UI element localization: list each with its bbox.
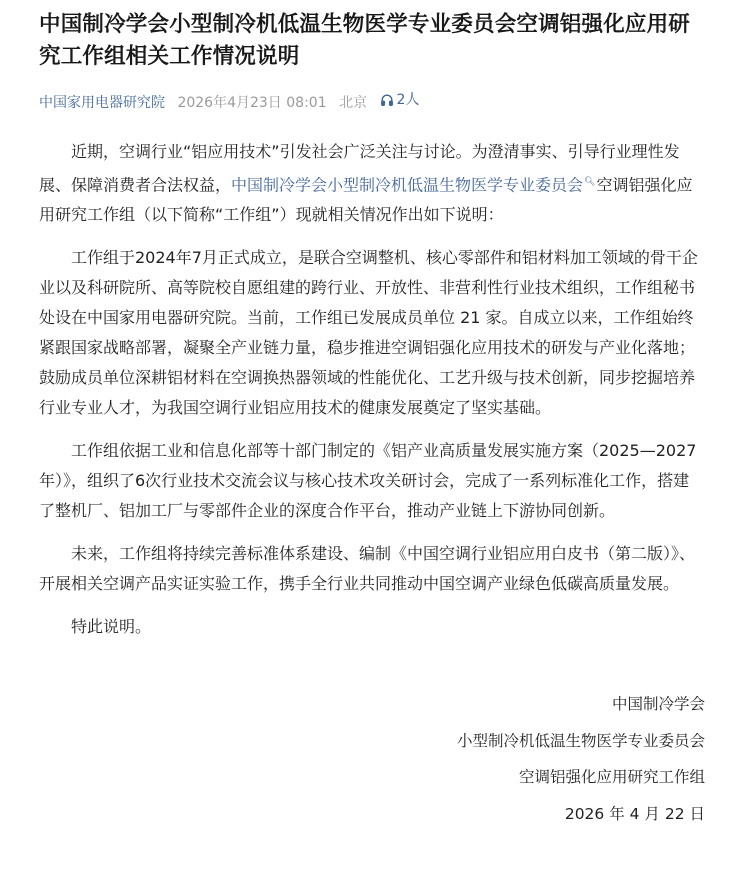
committee-link[interactable]: 中国制冷学会小型制冷机低温生物医学专业委员会 — [231, 175, 584, 195]
paragraph-about: 工作组于2024年7月正式成立，是联合空调整机、核心零部件和铝材料加工领域的骨干企业以及科研院所、高等院校自愿组建的跨行业、开放性、非营利性行业技术组织，工作组秘书处设在中国家用电器研究院。当前，工作组已发展成员单位 21 家。自成立以来，工作组始终紧跟国家战略部署，凝聚全产业链力量，稳步推进空调铝强化应用技术的研发与产业化落地；鼓励成员单位深耕铝材料在空调换热器领域的性能优化、工艺升级与技术创新，同步挖掘培养行业专业人才，为我国空调行业铝应用技术的健康发展奠定了坚实基础。 — [39, 248, 698, 418]
signature-date: 2026 年 4 月 22 日 — [564, 804, 705, 823]
listen-button[interactable] — [380, 90, 428, 110]
paragraph-intro — [39, 137, 705, 230]
source-link[interactable]: 中国家用电器研究院 — [39, 95, 165, 111]
headphones-icon — [380, 93, 394, 107]
paragraph-text: 近期，空调行业“铝应用技术”引发社会广泛关注与讨论。为澄清事实、引导行业理性发展、保障消费者合法权益， — [39, 142, 680, 195]
publish-datetime: 2026年4月23日 08:01 — [177, 95, 327, 111]
article-meta — [39, 90, 705, 110]
publish-location: 北京 — [339, 95, 368, 111]
signature-org: 中国制冷学会 — [611, 695, 705, 714]
paragraph-future: 未来，工作组将持续完善标准体系建设、编制《中国空调行业铝应用白皮书（第二版）》、开展相关空调产品实证实验工作，携手全行业共同推动中国空调产业绿色低碳高质量发展。 — [39, 544, 696, 594]
signature-workgroup: 空调铝强化应用研究工作组 — [518, 768, 705, 787]
paragraph-closing: 特此说明。 — [71, 617, 152, 637]
paragraph-work: 工作组依据工业和信息化部等十部门制定的《铝产业高质量发展实施方案（2025—2027 年）》，组织了6次行业技术交流会议与核心技术攻关研讨会，完成了一系列标准化工作，搭建了整机厂、铝加工厂与零部件企业的深度合作平台，推动产业链上下游协同创新。 — [39, 441, 697, 521]
article-title: 中国制冷学会小型制冷机低温生物医学专业委员会空调铝强化应用研究工作组相关工作情况说明 — [39, 12, 691, 69]
article-body — [39, 137, 705, 642]
signature-block — [39, 686, 705, 832]
listener-count: 2人 — [396, 92, 420, 108]
paragraph-text: 空调铝强化应用研究工作组（以下简称“工作组”）现就相关情况作出如下说明： — [39, 175, 693, 225]
signature-committee: 小型制冷机低温生物医学专业委员会 — [456, 731, 705, 750]
search-icon[interactable]: 🔍︎ — [584, 177, 596, 187]
